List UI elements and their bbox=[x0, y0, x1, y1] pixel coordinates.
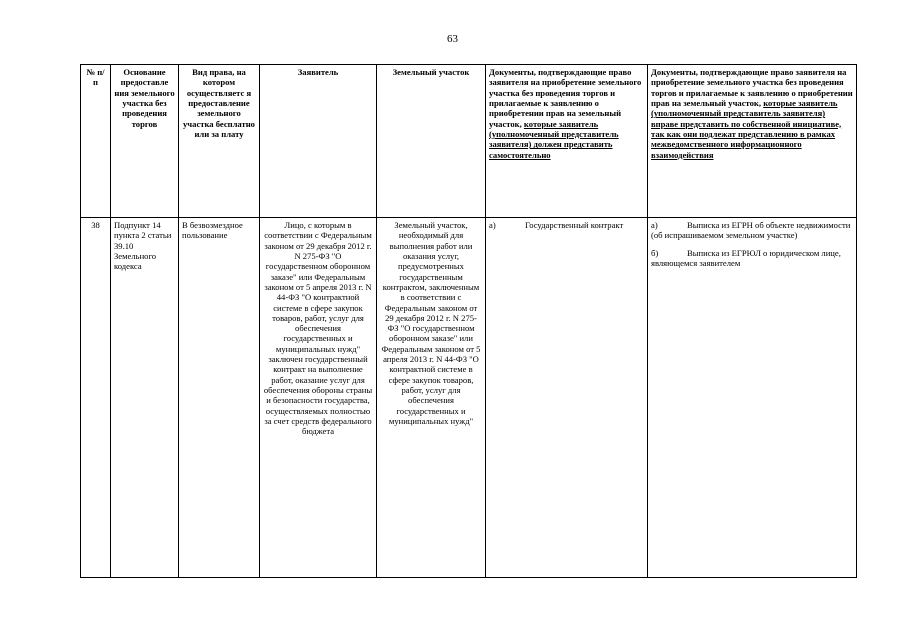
row-land-plot: Земельный участок, необходимый для выполнения работ или оказания услуг, предусмотренных государственным контрактом, заключенным в соответствии с Федеральным законом от 29 декабря 2012 г. N 275-ФЗ "О государственном оборонном заказе" или Федеральным законом от 5 апреля 2013 г. N 44-ФЗ "О контрактной системе в сфере закупок товаров, работ, услуг для обеспечения государственных и муниципальных нужд" bbox=[377, 218, 486, 578]
header-basis: Основание предоставле ния земельного участка без проведения торгов bbox=[111, 65, 179, 218]
header-docs-self-underlined: которые заявитель (уполномоченный представитель заявителя) должен представить самостоятельно bbox=[489, 118, 619, 160]
list-item-text: Выписка из ЕГРЮЛ о юридическом лице, являющемся заявителем bbox=[651, 247, 841, 268]
table-row bbox=[81, 218, 857, 578]
list-item-marker: б) bbox=[651, 247, 659, 258]
list-item-marker: а) bbox=[489, 220, 496, 230]
header-land-plot: Земельный участок bbox=[377, 65, 486, 218]
row-docs-initiative bbox=[648, 218, 857, 578]
list-item-marker: а) bbox=[651, 220, 658, 230]
header-right-type: Вид права, на котором осуществляетс я предоставление земельного участка бесплатно или за плату bbox=[179, 65, 260, 218]
list-item-text: Выписка из ЕГРН об объекте недвижимости (об испрашиваемом земельном участке) bbox=[651, 220, 851, 241]
header-docs-initiative-text: Документы, подтверждающие право заявителя на приобретение земельного участка без проведения торгов и прилагаемые к заявлению о приобретении прав на земельный участок, bbox=[651, 67, 853, 108]
list-item bbox=[651, 248, 853, 269]
list-item bbox=[651, 220, 853, 241]
row-number: 38 bbox=[81, 218, 111, 578]
row-right-type: В безвозмездное пользование bbox=[179, 218, 260, 578]
page-number: 63 bbox=[447, 33, 458, 45]
list-item-text: Государственный контракт bbox=[525, 220, 624, 230]
list-item bbox=[489, 220, 644, 230]
row-basis: Подпункт 14 пункта 2 статьи 39.10 Земельного кодекса bbox=[111, 218, 179, 578]
table-header-row bbox=[81, 65, 857, 218]
header-docs-self-text: Документы, подтверждающие право заявителя на приобретение земельного участка без проведения торгов и прилагаемые к заявлению о приобретении прав на земельный участок, bbox=[489, 67, 642, 129]
header-number: № п/п bbox=[81, 65, 111, 218]
row-docs-self bbox=[486, 218, 648, 578]
header-docs-self bbox=[486, 65, 648, 218]
header-docs-initiative bbox=[648, 65, 857, 218]
header-applicant: Заявитель bbox=[260, 65, 377, 218]
row-applicant: Лицо, с которым в соответствии с Федеральным законом от 29 декабря 2012 г. N 275-ФЗ "О государственном оборонном заказе" или Федеральным законом от 5 апреля 2013 г. N 44-ФЗ "О контрактной системе в сфере закупок товаров, работ, услуг для обеспечения государственных и муниципальных нужд" заключен государственный контракт на выполнение работ, оказание услуг для обеспечения обороны страны и безопасности государства, осуществляемых полностью за счет средств федерального бюджета bbox=[260, 218, 377, 578]
header-docs-initiative-underlined: которые заявитель (уполномоченный представитель заявителя) вправе представить по собственной инициативе, так как они подлежат представлению в рамках межведомственного информационного взаимодействия bbox=[651, 97, 842, 160]
land-plot-documents-table bbox=[80, 64, 857, 578]
